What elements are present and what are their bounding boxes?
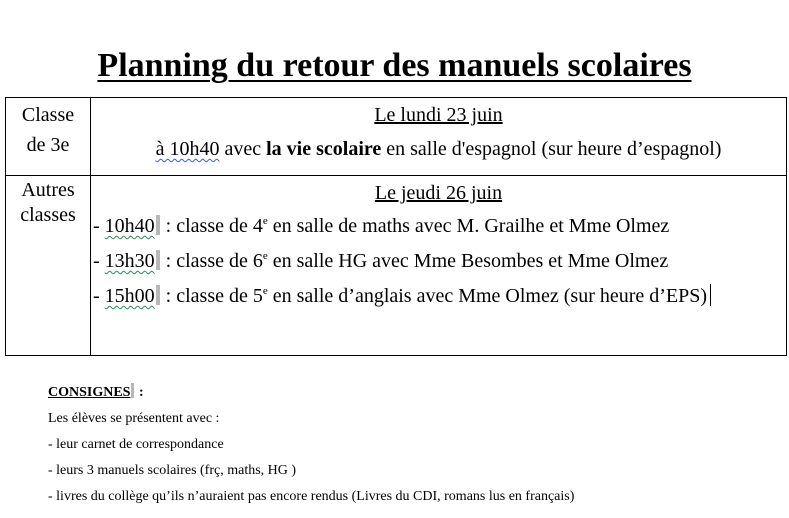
- class-label-line2: de 3e: [26, 134, 70, 156]
- consignes-line: - livres du collège qu’ils n’auraient pas encore rendus (Livres du CDI, romans lus en français): [48, 489, 575, 504]
- selection-marker: [156, 285, 160, 305]
- schedule-cell-autres: [91, 176, 787, 356]
- class-label-line1: Classe: [21, 104, 75, 126]
- class-cell-autres: [6, 176, 91, 356]
- item-time: 10h40: [104, 215, 155, 237]
- date-heading-3e: Le lundi 23 juin: [374, 104, 503, 126]
- text-caret: [710, 284, 711, 306]
- planning-table: [5, 97, 787, 356]
- class-label-line1: Autres: [21, 179, 75, 201]
- list-item: - 13h30 : classe de 6e en salle HG avec Mme Besombes et Mme Olmez: [93, 250, 669, 272]
- schedule-list: [91, 213, 786, 309]
- list-item: - 10h40 : classe de 4e en salle de maths avec M. Grailhe et Mme Olmez: [93, 215, 670, 237]
- list-item: - 15h00 : classe de 5e en salle d’anglais avec Mme Olmez (sur heure d’EPS): [93, 283, 786, 309]
- item-time: 13h30: [104, 250, 155, 272]
- schedule-cell-3e: [91, 98, 787, 176]
- class-label-line2: classes: [20, 204, 76, 226]
- selection-marker: [156, 250, 160, 270]
- item-time: 15h00: [104, 285, 155, 307]
- consignes-line: Les élèves se présentent avec :: [48, 411, 220, 426]
- entry-time: à 10h40: [155, 138, 220, 160]
- consignes-section: [48, 380, 574, 510]
- page-title: [0, 44, 789, 88]
- consignes-heading: CONSIGNES :: [48, 385, 144, 400]
- consignes-line: - leur carnet de correspondance: [48, 437, 224, 452]
- entry-bold: la vie scolaire: [266, 138, 382, 160]
- selection-marker: [156, 215, 160, 235]
- date-heading-autres: Le jeudi 26 juin: [374, 182, 503, 204]
- page-title-text: Planning du retour des manuels scolaires: [97, 47, 692, 84]
- consignes-line: - leurs 3 manuels scolaires (frç, maths, HG ): [48, 463, 297, 478]
- table-row-autres: [6, 176, 787, 356]
- class-cell-3e: [6, 98, 91, 176]
- schedule-entry-3e: à 10h40 avec la vie scolaire en salle d'espagnol (sur heure d’espagnol): [155, 138, 722, 160]
- table-row-3e: [6, 98, 787, 176]
